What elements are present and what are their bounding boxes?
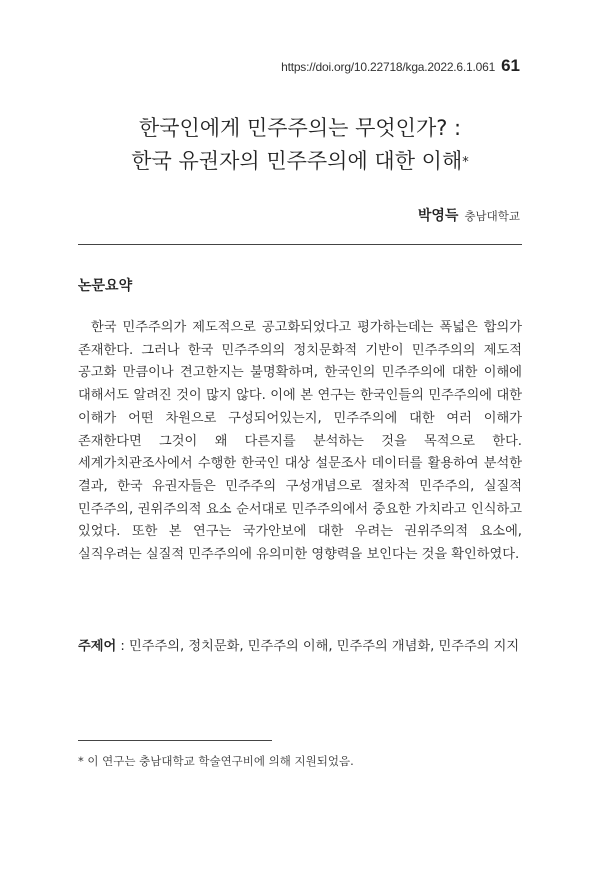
footnote-divider [78,740,272,741]
author-name: 박영득 [417,208,459,224]
keywords-label: 주제어 [78,639,117,654]
paper-title [78,112,522,179]
title-line-1: 한국인에게 민주주의는 무엇인가? : [138,116,462,140]
abstract-body: 한국 민주주의가 제도적으로 공고화되었다고 평가하는데는 폭넓은 합의가 존재한다. 그러나 한국 민주주의의 정치문화적 기반이 민주주의의 제도적 공고화 만큼이나 견고한지는 불명확하며, 한국인의 민주주의에 대한 이해에 대해서도 알려진 것이 많지 않다. 이에 본 연구는 한국인들의 민주주의에 대한 이해가 어떤 차원으로 구성되어있는지, 민주주의에 대한 여러 이해가 존재한다면 그것이 왜 다른지를 분석하는 것을 목적으로 한다. 세계가치관조사에서 수행한 한국인 대상 설문조사 데이터를 활용하여 분석한 결과, 한국 유권자들은 민주주의 구성개념으로 절차적 민주주의, 실질적 민주주의, 권위주의적 요소 순서대로 민주주의에서 중요한 가치라고 인식하고 있었다. 또한 본 연구는 국가안보에 대한 우려는 권위주의적 요소에, 실직우려는 실질적 민주주의에 유의미한 영향력을 보인다는 것을 확인하였다. [78,320,522,563]
abstract-heading: 논문요약 [78,278,133,294]
title-line-2-wrapper [78,145,522,179]
title-divider [78,244,522,245]
doi-link[interactable]: https://doi.org/10.22718/kga.2022.6.1.061 [281,60,496,74]
footnote: * 이 연구는 충남대학교 학술연구비에 의해 지원되었음. [78,754,354,768]
page-number: 61 [501,56,520,75]
author-block [418,205,520,225]
author-affiliation: 충남대학교 [464,209,520,223]
title-footnote-marker: * [462,155,469,170]
keywords-list: 민주주의, 정치문화, 민주주의 이해, 민주주의 개념화, 민주주의 지지 [129,639,520,654]
keywords-separator: : [116,639,130,654]
title-line-2: 한국 유권자의 민주주의에 대한 이해 [131,149,463,173]
page-header [281,56,520,76]
keywords-line [78,635,522,654]
